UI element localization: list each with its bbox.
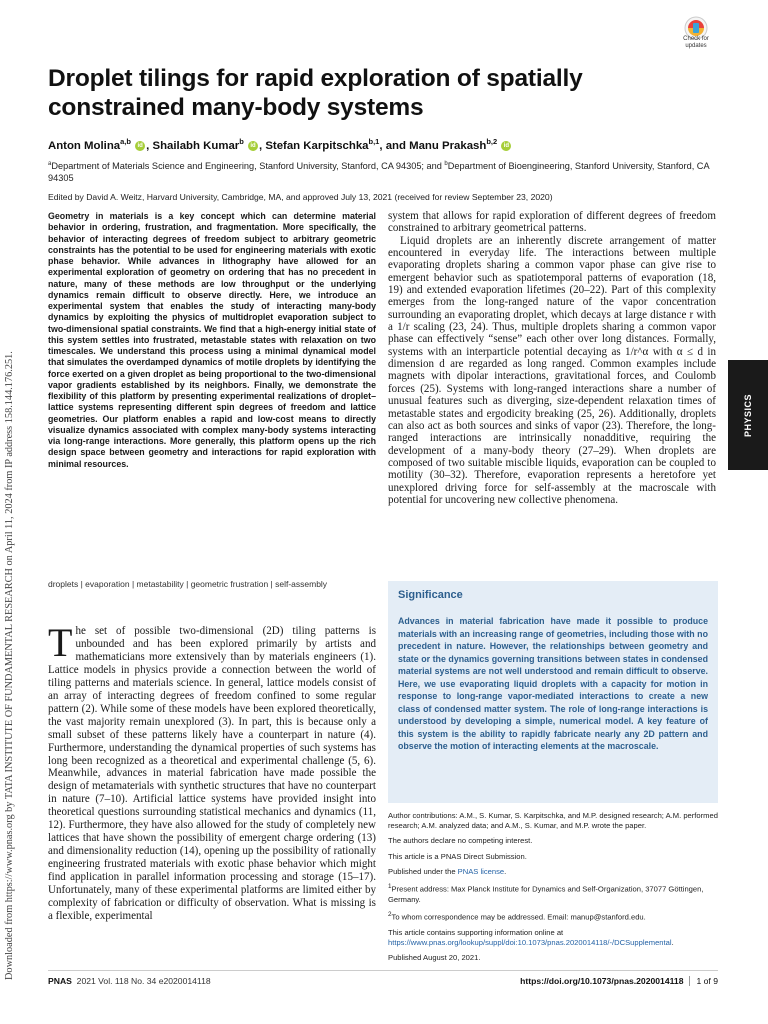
author-affil-sup: b: [239, 137, 244, 146]
correspondence: [388, 910, 718, 923]
license-link[interactable]: PNAS license: [457, 866, 505, 876]
paragraph: system that allows for rapid exploration of different degrees of freedom constrained to arbitrary geometrical patterns.: [388, 210, 716, 235]
author-name: Anton Molina: [48, 139, 121, 152]
dropcap: T: [48, 620, 73, 665]
footer-citation: [48, 976, 211, 986]
journal-name: PNAS: [48, 976, 72, 986]
author-contributions: Author contributions: A.M., S. Kumar, S. Karpitschka, and M.P. designed research; A.M. performed research; A.M. analyzed data; and A.M., S. Kumar, and M.P. wrote the paper.: [388, 811, 718, 831]
significance-box: [388, 581, 718, 803]
significance-text: Advances in material fabrication have made it possible to produce materials with an increasing range of geometries, including those with no precedent in nature. However, the relationships between geometry and state or the dynamics governing transitions between states in condensed material systems are not well understood and remain difficult to observe. Here, we use evaporating liquid droplets with a capacity for motion in response to long-range vapor-mediated interactions to create a new class of condensed matter system. The role of long-range interactions is understood by developing a simple, numerical model. A key feature of this system is the ability to rapidly fabricate nearly any 2D pattern and observe the motion of interacting elements at the macroscale.: [398, 616, 708, 752]
footnote-sup: 2: [388, 910, 392, 918]
present-address: [388, 882, 718, 905]
introduction: [48, 620, 376, 923]
section-tab-label: PHYSICS: [743, 393, 753, 437]
author-affil-sup: b,1: [368, 137, 380, 146]
keywords: droplets | evaporation | metastability | geometric frustration | self-assembly: [48, 579, 328, 589]
license-prefix: Published under the: [388, 866, 458, 876]
author-separator: , and: [379, 139, 410, 152]
doi-link[interactable]: https://doi.org/10.1073/pnas.2020014118: [520, 976, 684, 986]
correspondence-text: To whom correspondence may be addressed. Email: manup@stanford.edu.: [391, 912, 646, 922]
author-affil-sup: b,2: [486, 137, 498, 146]
orcid-icon[interactable]: id: [135, 141, 145, 151]
author-separator: ,: [258, 139, 266, 152]
si-suffix: .: [671, 937, 674, 947]
right-column-text: [388, 210, 716, 506]
author-list: [48, 137, 728, 152]
author-name: Shailabh Kumar: [152, 139, 240, 152]
page-number: 1 of 9: [689, 976, 718, 986]
footer-doi: [470, 976, 718, 986]
footer-divider: [48, 970, 718, 971]
paper-title: Droplet tilings for rapid exploration of spatially constrained many-body systems: [48, 65, 583, 121]
affil-sup: a: [48, 161, 52, 167]
si-prefix: This article contains supporting information online at: [388, 927, 564, 937]
present-address-text: Present address: Max Planck Institute for Dynamics and Self-Organization, 37077 Göttingen, Germany.: [388, 884, 704, 904]
citation: 2021 Vol. 118 No. 34 e2020014118: [76, 976, 211, 986]
author-name: Stefan Karpitschka: [265, 139, 369, 152]
crossmark-label: Check for updates: [683, 36, 709, 49]
author-separator: ,: [146, 139, 153, 152]
paragraph: Liquid droplets are an inherently discrete arrangement of matter encountered in everyday life. The interactions between multiple evaporating droplets sharing a common vapor phase can give rise to emergent behavior such as spatiotemporal patterns of evaporation (18, 19) and extended evaporation lifetimes (20–22). Part of this complexity emerges from the long-ranged nature of the vapor concentration surrounding an evaporating droplet, which decays at large distance r with a 1/r scaling (23, 24). Thus, multiple droplets sharing a common vapor phase can effectively “sense” each other over long distances. Formally, systems with an interparticle potential decaying as 1/r^α with α ≤ d in dimension d are regarded as long ranged. Common examples include magnets with dipolar interactions, gravitational forces, and Coulomb forces (25). Systems with long-ranged interactions share a number of unusual features such as diverging, size-dependent relaxation times of metastable states and ergodicity breaking (25, 26). Additionally, droplets can also act as both sources and sinks of vapor (23). Therefore, the long-ranged interactions are intrinsically nonadditive, requiring the development of a many-body theory (27–29). When droplets are composed of two suitable miscible liquids, evaporation can be coupled to motility (30–32). Therefore, evaporation represents a heretofore yet unexplored driving force for self-assembly at the macroscale with potential for uncovering new collective phenomena.: [388, 234, 716, 506]
published-date: Published August 20, 2021.: [388, 953, 481, 963]
article-notes: [388, 811, 718, 968]
competing-interest: The authors declare no competing interest.: [388, 836, 533, 846]
affil-sup: b: [444, 161, 448, 167]
supporting-info: [388, 928, 718, 948]
affiliations: [48, 158, 728, 184]
author-affil-sup: a,b: [120, 137, 131, 146]
license-note: [388, 867, 718, 877]
direct-submission: This article is a PNAS Direct Submission.: [388, 851, 527, 861]
significance-title: Significance: [398, 589, 463, 601]
orcid-icon[interactable]: id: [501, 141, 511, 151]
affiliation-a: Department of Materials Science and Engineering, Stanford University, Stanford, CA 94305; and: [51, 161, 445, 172]
abstract: Geometry in materials is a key concept which can determine material behavior in ordering, frustration, and fragmentation. More specifically, the behavior of interacting degrees of freedom subject to arbitrary geometric constraints has the potential to be used for engineering materials with exotic phase behavior. While advances in lithography have allowed for an experimental exploration of geometry on ordering that has no precedent in nature, many of these methods are low throughput or the underlying dynamics remain difficult to observe directly. Here, we introduce an experimental system that enables the study of interacting many-body dynamics by exploiting the physics of multidroplet evaporation subject to two-dimensional spatial constraints. We find that a high-energy initial state of this system settles into frustrated, metastable states with relaxation on two timescales. We understand this process using a minimal dynamical model that simulates the overdamped dynamics of motile droplets by identifying the force exerted on a given droplet as being proportional to the two-dimensional vapor gradients established by its neighbors. Finally, we demonstrate the flexibility of this platform by presenting experimental realizations of droplet–lattice systems representing different spin degrees of freedom and lattice geometries. Our platform enables a rapid and low-cost means to directly visualize dynamics associated with complex many-body systems interacting via long-range interactions. More generally, this platform opens up the rich design space between geometry and interactions for rapid exploration with minimal resources.: [48, 211, 376, 469]
license-suffix: .: [504, 866, 507, 876]
intro-text: he set of possible two-dimensional (2D) tiling patterns is unbounded and has been explored primarily by artists and mathematicians more extensively than by materials engineers (1). Lattice models in physics provide a connection between the world of tiling patterns and materials science. In general, lattice models consist of an array of interacting degrees of freedom confined to some regular pattern (2). While some of these models have been explored theoretically, the vast majority remain unexplored (3). In part, this is because only a small subset of these patterns likely have a counterpart in nature (4). Furthermore, understanding the dynamical properties of such systems has long been recognized as a theoretical and experimental challenge (5, 6). Meanwhile, advances in material fabrication have made possible the design of metamaterials with synthetic structures that have no counterpart in nature (7–10). Artificial lattice systems have provided insight into theoretical questions surrounding statistical mechanics and dynamics (11, 12). Furthermore, they have also allowed for the study of completely new lattices that have shown the possibility of emergent charge ordering (13) and dimensionality reduction (14), opening up the possibility of rationally engineering frustrated materials with exotic phase behavior which might find application in parallel information processing and storage (15–17). Unfortunately, many of these experimental platforms are limited either by complexity of fabrication or difficulty of observation. What is missing is a flexible, experimental: [48, 625, 376, 922]
download-stamp: Downloaded from https://www.pnas.org by TATA INSTITUTE OF FUNDAMENTAL RESEARCH on April 11, 2024 from IP address 158.144.176.251.: [4, 351, 15, 980]
si-link[interactable]: https://www.pnas.org/lookup/suppl/doi:10.1073/pnas.2020014118/-/DCSupplemental: [388, 937, 672, 947]
affiliation-b: Department of Bioengineering, Stanford University, Stanford, CA 94305: [48, 161, 710, 184]
footnote-sup: 1: [388, 883, 392, 891]
orcid-icon[interactable]: id: [248, 141, 258, 151]
author-name: Manu Prakash: [409, 139, 487, 152]
edited-by: Edited by David A. Weitz, Harvard University, Cambridge, MA, and approved July 13, 2021 (received for review September 23, 2020): [48, 192, 553, 202]
